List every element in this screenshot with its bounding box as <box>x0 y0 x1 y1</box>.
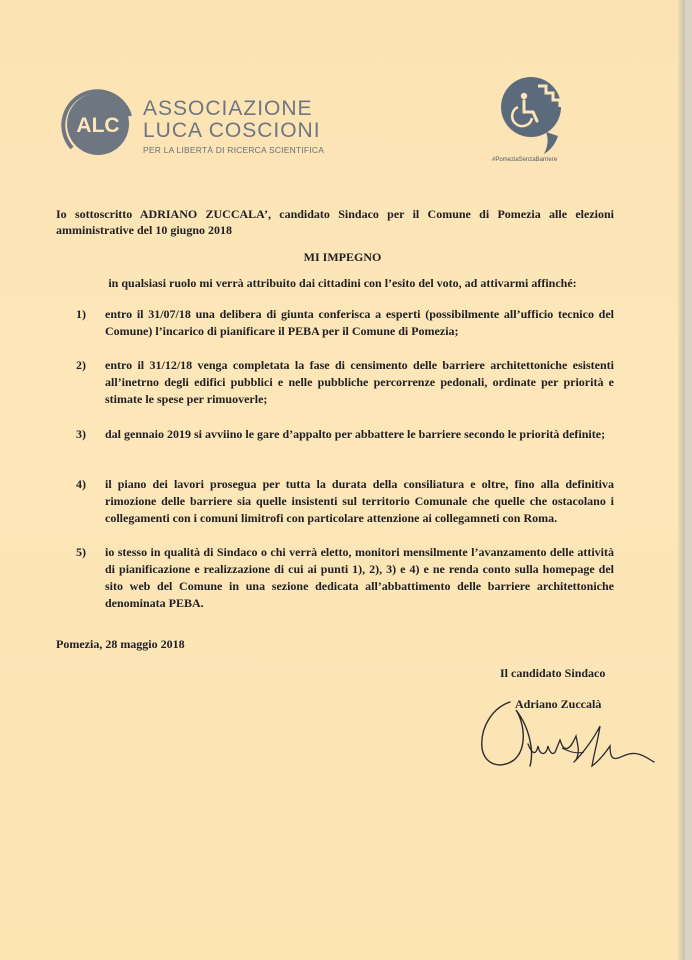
list-item <box>76 476 614 527</box>
alc-tagline: PER LA LIBERTÀ DI RICERCA SCIENTIFICA <box>143 145 325 155</box>
alc-line1: ASSOCIAZIONE <box>143 97 313 120</box>
alc-line2: LUCA COSCIONI <box>143 119 321 142</box>
list-item <box>76 544 614 612</box>
list-item-text: entro il 31/12/18 venga completata la fase di censimento delle barriere architettoniche esistenti all’inetrno degli edifici pubblici e nelle pubbliche percorrenze pedonali, ordinate per priorità e stimate le spese per rimuoverle; <box>105 358 614 406</box>
list-item-number: 5) <box>76 545 86 559</box>
list-item-text: dal gennaio 2019 si avviino le gare d’appalto per abbattere le barriere secondo le priorità definite; <box>105 427 606 441</box>
peba-hashtag: #PomeziaSenzaBarriere <box>492 157 558 163</box>
handwritten-signature <box>470 688 670 788</box>
page-edge <box>678 0 685 960</box>
wheelchair-stairs-icon <box>500 76 566 160</box>
alc-wordmark <box>143 98 324 155</box>
list-item-number: 2) <box>76 358 86 372</box>
list-item-text: il piano dei lavori prosegua per tutta la durata della consiliatura e oltre, fino alla definitiva rimozione delle barriere sia quelle insistenti sul territorio Comunale che quelle che ostacolano i collegamenti con i comuni limitrofi con particolare attenzione ai collegamneti con Roma. <box>105 477 614 525</box>
list-item <box>76 306 614 340</box>
commitment-subheading: in qualsiasi ruolo mi verrà attribuito dai cittadini con l’esito del voto, ad attivarmi affinché: <box>108 276 577 290</box>
alc-logo-icon <box>58 86 138 162</box>
candidate-name: Adriano Zuccalà <box>515 697 602 711</box>
place-date: Pomezia, 28 maggio 2018 <box>56 637 185 651</box>
intro-paragraph: Io sottoscritto ADRIANO ZUCCALA’, candidato Sindaco per il Comune di Pomezia alle elezioni amministrative del 10 giugno 2018 <box>56 207 614 237</box>
list-item-number: 4) <box>76 477 86 491</box>
list-item-number: 3) <box>76 427 86 441</box>
list-item-number: 1) <box>76 307 86 321</box>
commitment-heading: MI IMPEGNO <box>303 250 382 264</box>
list-item <box>76 357 614 408</box>
alc-monogram: ALC <box>76 114 120 137</box>
list-item-text: entro il 31/07/18 una delibera di giunta conferisca a esperti (possibilmente all’ufficio tecnico del Comune) l’incarico di pianificare il PEBA per il Comune di Pomezia; <box>105 307 614 338</box>
list-item <box>76 426 614 443</box>
list-item-text: io stesso in qualità di Sindaco o chi verrà eletto, monitori mensilmente l’avanzamento delle attività di pianificazione e realizzazione di cui ai punti 1), 2), 3) e 4) e ne renda conto sulla homepage del sito web del Comune in una sezione dedicata all’abbattimento delle barriere architettoniche denominata PEBA. <box>105 545 614 610</box>
candidate-title: Il candidato Sindaco <box>500 666 606 680</box>
